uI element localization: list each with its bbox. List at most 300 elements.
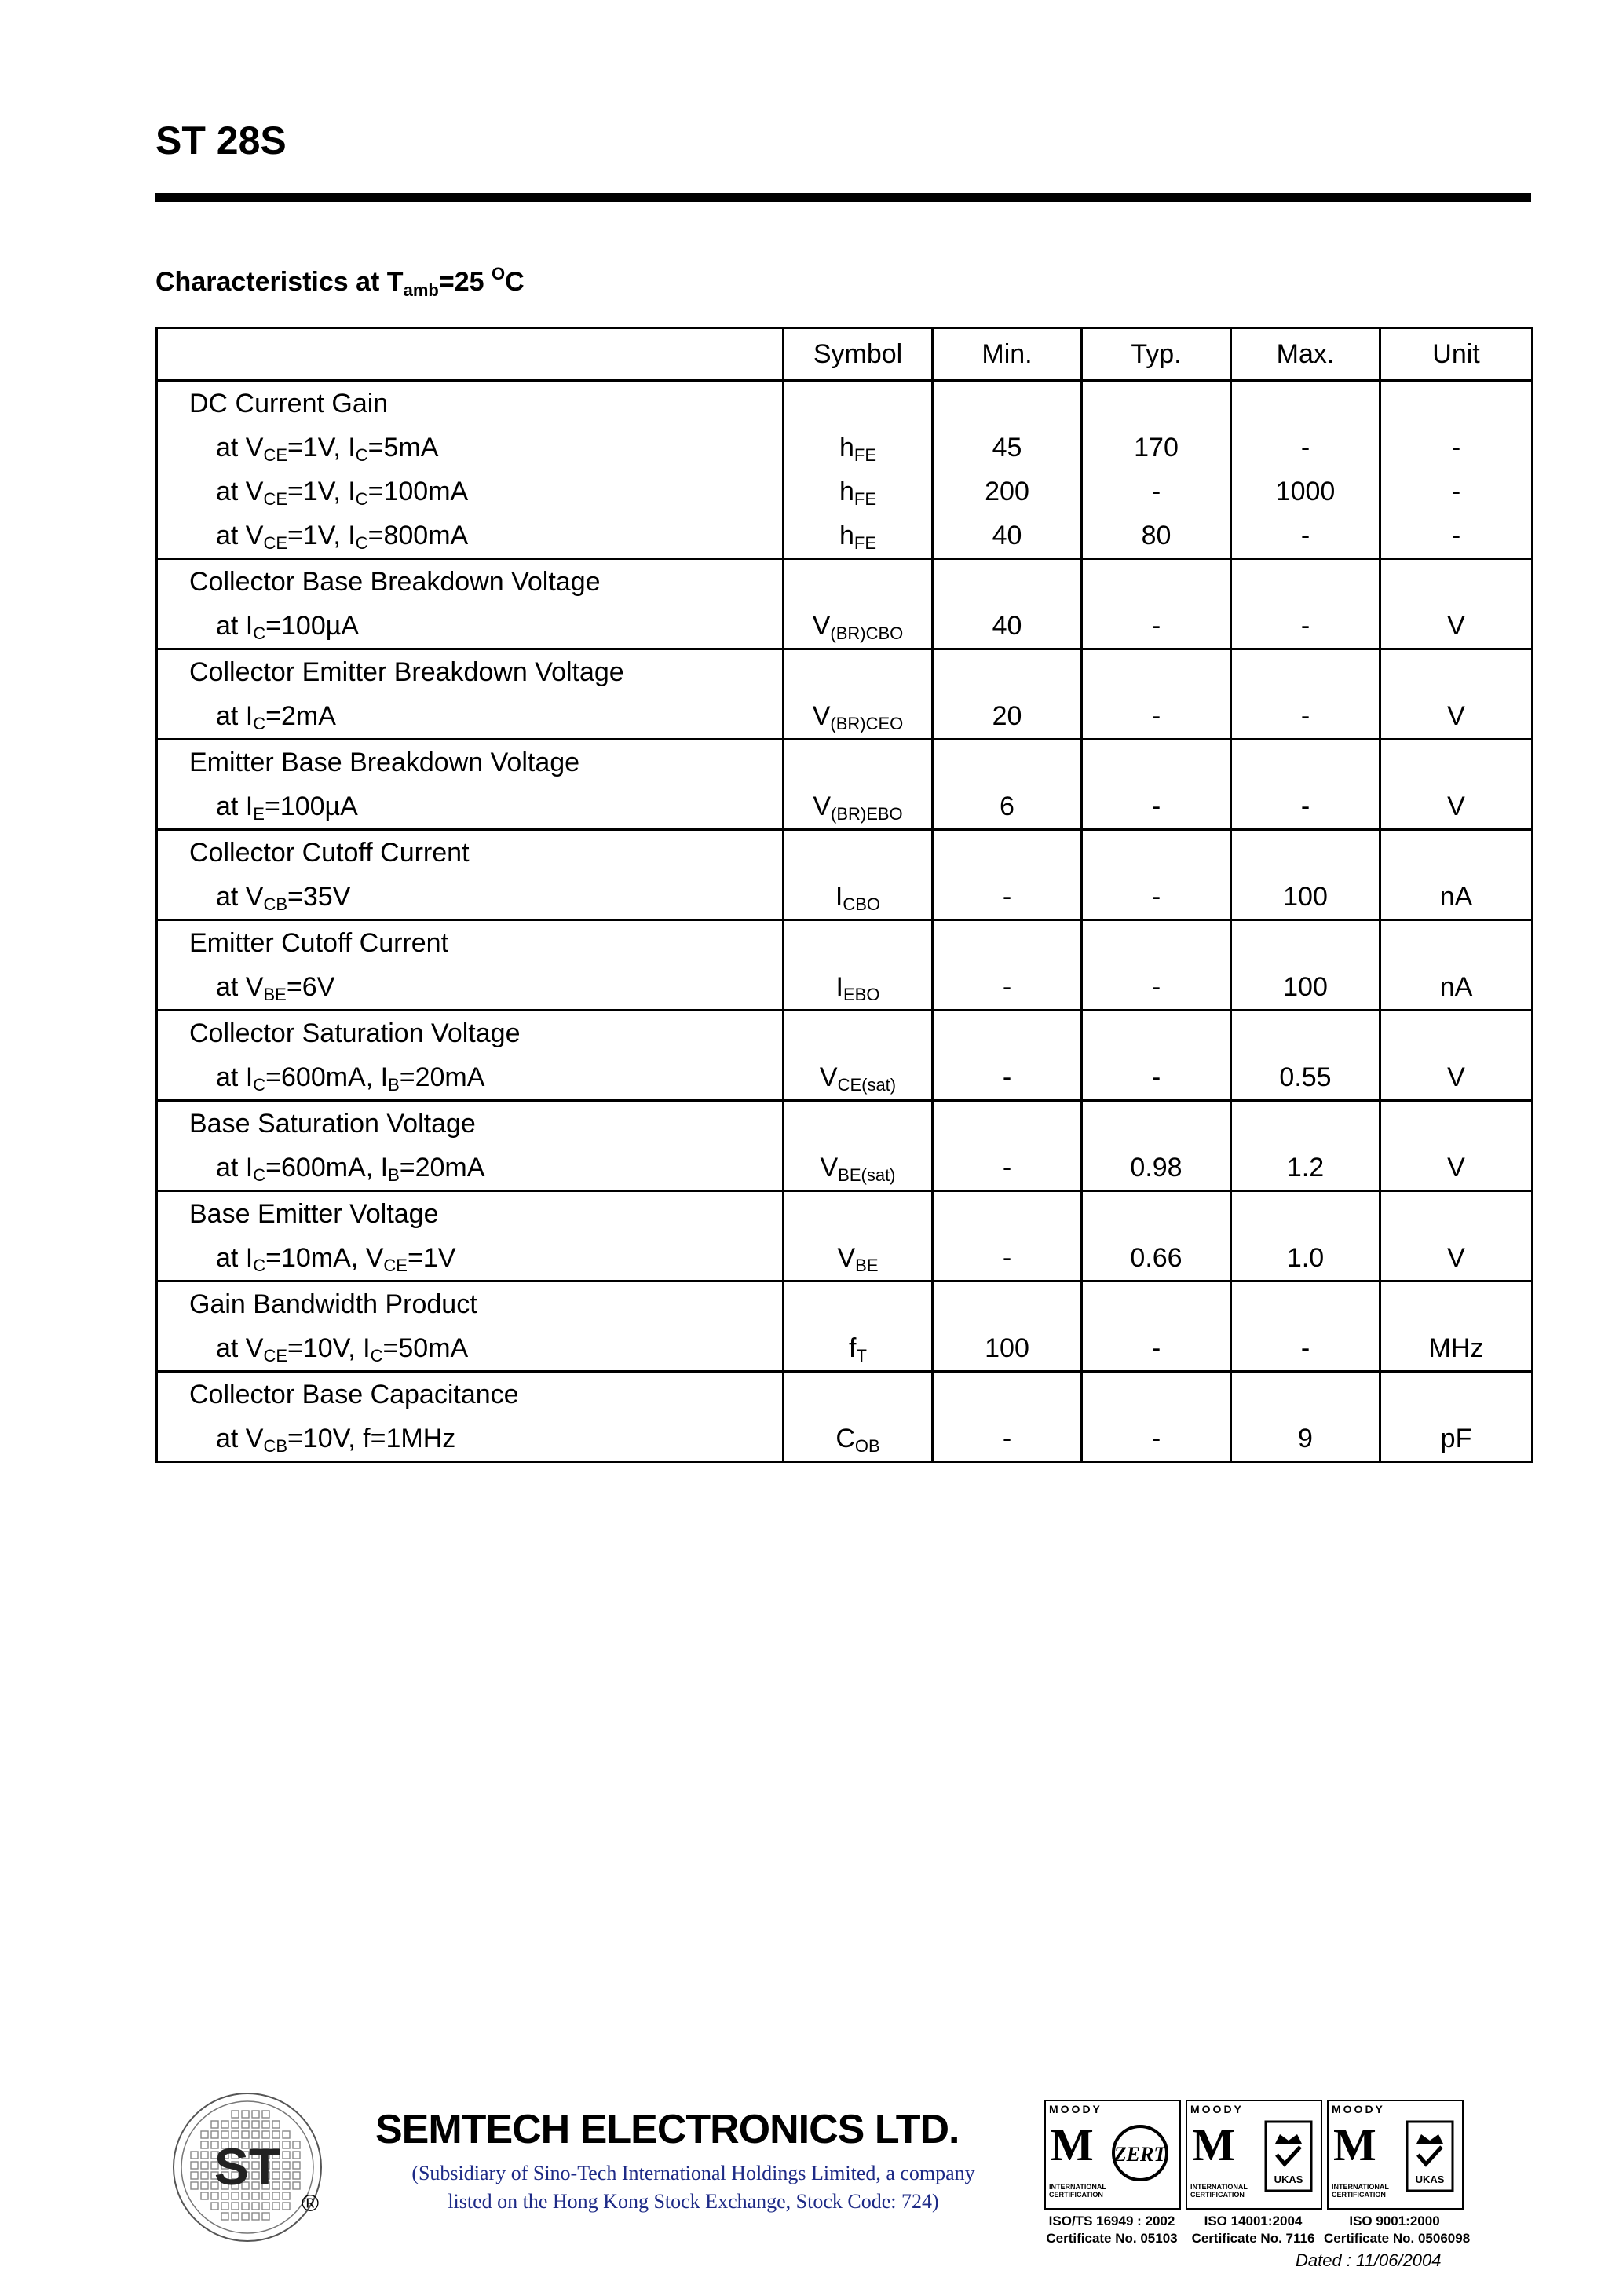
typ-value: - [1151, 882, 1161, 912]
max-value: 100 [1283, 972, 1328, 1002]
moody-mark-icon: M [1192, 2119, 1235, 2170]
text-fragment: V [820, 1153, 839, 1183]
ukas-badge-text: UKAS [1274, 2174, 1303, 2185]
text-fragment: =2mA [265, 701, 336, 731]
typ-value: - [1151, 701, 1161, 731]
text-fragment: =6V [286, 972, 335, 1002]
text-fragment: V [837, 1243, 856, 1273]
max-cell [1231, 740, 1380, 830]
typ-cell [1082, 1191, 1231, 1281]
logo-grid-square [283, 2203, 290, 2210]
max-value: - [1300, 611, 1310, 641]
max-cell [1231, 920, 1380, 1011]
cell-spacer [1083, 1373, 1230, 1417]
cell-spacer [784, 1102, 931, 1146]
test-condition [158, 1326, 782, 1370]
text-fragment: =800mA [367, 521, 469, 550]
text-fragment: =50mA [382, 1333, 469, 1363]
logo-grid-square [293, 2152, 300, 2159]
cert-standard-2: ISO 14001:2004 [1204, 2214, 1303, 2228]
table-row [157, 381, 1533, 559]
text-fragment: h [839, 477, 854, 506]
cell-spacer [1083, 1282, 1230, 1326]
text-fragment: I [835, 882, 843, 912]
subscript: CBO [843, 894, 881, 914]
heading-mid: =25 [438, 267, 492, 297]
text-fragment: at V [216, 433, 264, 462]
logo-grid-square [293, 2182, 300, 2189]
max-value: 1.2 [1286, 1153, 1325, 1183]
cert-number-2: Certificate No. 7116 [1191, 2231, 1315, 2246]
subscript: C [253, 714, 266, 733]
cell-spacer [1381, 1373, 1531, 1417]
symbol-cell [784, 1011, 933, 1101]
logo-grid-square [201, 2162, 208, 2169]
parameter-cell [157, 920, 784, 1011]
cell-spacer [1381, 740, 1531, 784]
logo-grid-square [262, 2121, 269, 2128]
subscript: FE [854, 533, 877, 553]
logo-grid-square [283, 2152, 290, 2159]
max-value: - [1300, 1333, 1310, 1363]
text-fragment: =35V [287, 882, 351, 912]
symbol [784, 426, 931, 470]
cert-brand: MOODY [1190, 2103, 1244, 2115]
logo-grid-square [293, 2162, 300, 2169]
typ-cell [1082, 1281, 1231, 1372]
logo-grid-square [283, 2182, 290, 2189]
text-fragment: at I [216, 792, 254, 821]
parameter-title: Base Emitter Voltage [189, 1199, 439, 1229]
logo-grid-square [201, 2152, 208, 2159]
min-cell [933, 920, 1082, 1011]
logo-grid-square [211, 2121, 218, 2128]
max-cell [1231, 559, 1380, 649]
min-value: - [1002, 972, 1012, 1002]
subscript: BE(sat) [838, 1165, 896, 1185]
min-cell [933, 1101, 1082, 1191]
unit-cell [1380, 1101, 1533, 1191]
parameter-cell [157, 559, 784, 649]
symbol-cell [784, 1372, 933, 1462]
text-fragment: =1V, I [287, 477, 356, 506]
cert-logo-1 [1044, 2100, 1181, 2210]
max-cell [1231, 1191, 1380, 1281]
max-value: 1000 [1275, 477, 1336, 506]
cert-standard-1: ISO/TS 16949 : 2002 [1048, 2214, 1175, 2228]
min-value: - [1002, 1243, 1012, 1273]
moody-mark-icon: M [1333, 2119, 1376, 2170]
text-fragment: f [849, 1333, 857, 1363]
subscript: (BR)CBO [830, 623, 904, 643]
text-fragment: at I [216, 1243, 254, 1273]
dated-text: Dated : 11/06/2004 [1296, 2250, 1442, 2270]
logo-grid-square [252, 2111, 259, 2118]
typ-value: 80 [1141, 521, 1172, 550]
subscript: BE [855, 1256, 879, 1275]
parameter-title: Gain Bandwidth Product [189, 1289, 477, 1319]
subscript: CE [263, 1346, 288, 1366]
cell-spacer [934, 1192, 1080, 1236]
cert-logo-3 [1327, 2100, 1464, 2210]
symbol [784, 965, 931, 1009]
unit-cell [1380, 559, 1533, 649]
subscript: E [253, 804, 265, 824]
typ-cell [1082, 740, 1231, 830]
symbol-cell [784, 920, 933, 1011]
min-value: - [1002, 882, 1012, 912]
typ-cell [1082, 381, 1231, 559]
subscript: CE(sat) [837, 1075, 897, 1095]
cell-spacer [784, 560, 931, 604]
cell-spacer [934, 831, 1080, 875]
subscript: FE [854, 489, 877, 509]
logo-grid-square [262, 2213, 269, 2220]
unit-cell [1380, 1281, 1533, 1372]
logo-grid-square [272, 2203, 280, 2210]
logo-grid-square [283, 2172, 290, 2179]
parameter-cell [157, 1101, 784, 1191]
cell-spacer [934, 650, 1080, 694]
parameter-cell [157, 830, 784, 920]
max-value: 1.0 [1286, 1243, 1325, 1273]
symbol [784, 1146, 931, 1190]
logo-grid-square [242, 2111, 249, 2118]
test-condition [158, 604, 782, 648]
cell-spacer [934, 382, 1080, 426]
symbol [784, 604, 931, 648]
subscript: C [370, 1346, 383, 1366]
unit-value: - [1451, 521, 1461, 550]
header-typ: Typ. [1082, 328, 1231, 381]
text-fragment: =100mA [367, 477, 469, 506]
cert-brand: MOODY [1332, 2103, 1385, 2115]
cell-spacer [784, 650, 931, 694]
cert-brand: MOODY [1049, 2103, 1102, 2115]
text-fragment: C [835, 1424, 855, 1453]
unit-cell [1380, 920, 1533, 1011]
logo-letters: ST [214, 2137, 281, 2195]
parameter-cell [157, 1191, 784, 1281]
logo-grid-square [232, 2203, 239, 2210]
cell-spacer [1232, 921, 1379, 965]
subscript: C [355, 489, 368, 509]
min-value: 20 [992, 701, 1022, 731]
unit-value: V [1447, 1062, 1465, 1092]
test-condition [158, 1146, 782, 1190]
logo-grid-square [232, 2111, 239, 2118]
logo-grid-square [191, 2182, 198, 2189]
heading-subscript: amb [403, 280, 439, 300]
max-cell [1231, 1372, 1380, 1462]
table-row [157, 740, 1533, 830]
unit-value: nA [1439, 972, 1473, 1002]
text-fragment: =5mA [367, 433, 439, 462]
table-header-row [157, 328, 1533, 381]
cell-spacer [1232, 382, 1379, 426]
symbol [784, 1236, 931, 1280]
text-fragment: at V [216, 521, 264, 550]
parameter-cell [157, 1011, 784, 1101]
subscript: CE [263, 445, 288, 465]
cell-spacer [1083, 382, 1230, 426]
cell-spacer [1232, 1011, 1379, 1055]
cell-spacer [1381, 831, 1531, 875]
symbol-cell [784, 1281, 933, 1372]
typ-cell [1082, 559, 1231, 649]
text-fragment: =10V, I [287, 1333, 371, 1363]
parameter-cell [157, 740, 784, 830]
typ-cell [1082, 1011, 1231, 1101]
max-cell [1231, 381, 1380, 559]
logo-grid-square [283, 2192, 290, 2199]
parameter-title: Collector Base Breakdown Voltage [189, 567, 601, 597]
cell-spacer [1232, 740, 1379, 784]
cert-intl: INTERNATIONAL CERTIFICATION [1332, 2183, 1389, 2199]
heading-suffix: C [505, 267, 525, 297]
cell-spacer [934, 1282, 1080, 1326]
subscript: C [253, 1256, 266, 1275]
cert-caption-3 [1324, 2213, 1471, 2247]
subscript: B [388, 1165, 400, 1185]
header-symbol: Symbol [784, 328, 933, 381]
cell-spacer [1083, 831, 1230, 875]
symbol-cell [784, 740, 933, 830]
text-fragment: at V [216, 972, 264, 1002]
text-fragment: =10mA, V [265, 1243, 384, 1273]
symbol [784, 1055, 931, 1099]
logo-grid-square [211, 2203, 218, 2210]
table-row [157, 1191, 1533, 1281]
typ-value: - [1151, 792, 1161, 821]
subscript: C [253, 1075, 266, 1095]
cell-spacer [1083, 1102, 1230, 1146]
cell-spacer [1232, 831, 1379, 875]
min-value: 40 [992, 611, 1022, 641]
heading-superscript: O [491, 264, 506, 283]
characteristics-table [155, 327, 1533, 1463]
cell-spacer [1232, 650, 1379, 694]
table-row [157, 920, 1533, 1011]
min-value: 200 [985, 477, 1029, 506]
title-rule [155, 193, 1531, 202]
text-fragment: at I [216, 1153, 254, 1183]
subscript: BE [263, 985, 287, 1004]
typ-value: - [1151, 972, 1161, 1002]
cell-spacer [784, 831, 931, 875]
cell-spacer [1083, 650, 1230, 694]
text-fragment: =600mA, I [265, 1062, 389, 1092]
subscript: T [856, 1346, 867, 1366]
cert-standard-3: ISO 9001:2000 [1349, 2214, 1440, 2228]
text-fragment: at I [216, 701, 254, 731]
min-cell [933, 740, 1082, 830]
cert-number-3: Certificate No. 0506098 [1324, 2231, 1471, 2246]
typ-value: 170 [1134, 433, 1179, 462]
header-min: Min. [933, 328, 1082, 381]
unit-value: V [1447, 1243, 1465, 1273]
logo-grid-square [283, 2162, 290, 2169]
unit-cell [1380, 1372, 1533, 1462]
cell-spacer [1232, 1192, 1379, 1236]
text-fragment: V [812, 701, 831, 731]
subsidiary-line-2: listed on the Hong Kong Stock Exchange, Stock Code: 724) [448, 2190, 939, 2213]
symbol-cell [784, 830, 933, 920]
min-cell [933, 1011, 1082, 1101]
max-value: 0.55 [1279, 1062, 1332, 1092]
logo-grid-square [191, 2162, 198, 2169]
table-row [157, 1101, 1533, 1191]
symbol-cell [784, 649, 933, 740]
heading-prefix: Characteristics at T [155, 267, 404, 297]
unit-value: MHz [1428, 1333, 1484, 1363]
cell-spacer [934, 1102, 1080, 1146]
symbol [784, 1326, 931, 1370]
cell-spacer [1381, 1192, 1531, 1236]
text-fragment: =1V [407, 1243, 456, 1273]
min-cell [933, 830, 1082, 920]
subscript: OB [854, 1436, 880, 1456]
table-row [157, 1281, 1533, 1372]
logo-grid-square [242, 2121, 249, 2128]
max-value: 100 [1283, 882, 1328, 912]
unit-value: V [1447, 1153, 1465, 1183]
min-value: - [1002, 1153, 1012, 1183]
unit-cell [1380, 1191, 1533, 1281]
cell-spacer [1381, 382, 1531, 426]
typ-value: 0.66 [1130, 1243, 1183, 1273]
unit-cell [1380, 649, 1533, 740]
text-fragment: =1V, I [287, 433, 356, 462]
company-name: SEMTECH ELECTRONICS LTD. [375, 2107, 960, 2152]
cell-spacer [1381, 1102, 1531, 1146]
max-cell [1231, 1011, 1380, 1101]
unit-value: V [1447, 792, 1465, 821]
cell-spacer [934, 1011, 1080, 1055]
min-cell [933, 1281, 1082, 1372]
min-cell [933, 649, 1082, 740]
parameter-title: DC Current Gain [189, 389, 389, 419]
logo-grid-square [221, 2203, 228, 2210]
cell-spacer [784, 740, 931, 784]
min-value: 45 [992, 433, 1022, 462]
parameter-title: Collector Saturation Voltage [189, 1018, 521, 1048]
logo-grid-square [191, 2152, 198, 2159]
unit-value: V [1447, 701, 1465, 731]
subscript: CE [263, 533, 288, 553]
cell-spacer [784, 382, 931, 426]
symbol-cell [784, 559, 933, 649]
logo-grid-square [293, 2141, 300, 2148]
test-condition [158, 1236, 782, 1280]
company-subsidiary [375, 2159, 1011, 2216]
subscript: C [253, 623, 266, 643]
cert-logo-2 [1186, 2100, 1322, 2210]
cell-spacer [1083, 560, 1230, 604]
parameter-title: Collector Base Capacitance [189, 1380, 519, 1409]
symbol [784, 694, 931, 738]
logo-grid-square [221, 2121, 228, 2128]
cell-spacer [784, 1192, 931, 1236]
test-condition [158, 875, 782, 919]
unit-value: nA [1439, 882, 1473, 912]
text-fragment: at I [216, 611, 254, 641]
symbol [784, 514, 931, 558]
logo-grid-square [293, 2172, 300, 2179]
cell-spacer [1381, 1282, 1531, 1326]
cell-spacer [784, 921, 931, 965]
logo-grid-square [201, 2172, 208, 2179]
logo-grid-square [201, 2192, 208, 2199]
subscript: B [388, 1075, 400, 1095]
unit-value: pF [1440, 1424, 1472, 1453]
parameter-title: Collector Cutoff Current [189, 838, 470, 868]
table-row [157, 559, 1533, 649]
cell-spacer [1232, 1373, 1379, 1417]
parameter-title: Emitter Base Breakdown Voltage [189, 748, 580, 777]
min-cell [933, 381, 1082, 559]
typ-value: 0.98 [1130, 1153, 1183, 1183]
typ-value: - [1151, 611, 1161, 641]
cell-spacer [784, 1282, 931, 1326]
logo-grid-square [252, 2203, 259, 2210]
logo-grid-square [232, 2213, 239, 2220]
max-value: - [1300, 433, 1310, 462]
max-cell [1231, 1101, 1380, 1191]
test-condition [158, 470, 782, 514]
typ-value: - [1151, 477, 1161, 506]
company-logo [169, 2089, 326, 2246]
cell-spacer [1232, 1102, 1379, 1146]
subsidiary-line-1: (Subsidiary of Sino-Tech International Holdings Limited, a company [411, 2162, 975, 2184]
parameter-title: Emitter Cutoff Current [189, 928, 449, 958]
subscript: EBO [843, 985, 880, 1004]
cell-spacer [784, 1011, 931, 1055]
max-cell [1231, 830, 1380, 920]
table-row [157, 1372, 1533, 1462]
logo-grid-square [272, 2121, 280, 2128]
cert-caption-1 [1041, 2213, 1183, 2247]
unit-cell [1380, 830, 1533, 920]
typ-cell [1082, 920, 1231, 1011]
text-fragment: h [839, 521, 854, 550]
test-condition [158, 514, 782, 558]
parameter-title: Base Saturation Voltage [189, 1109, 476, 1139]
test-condition [158, 1417, 782, 1461]
test-condition [158, 784, 782, 828]
parameter-title: Collector Emitter Breakdown Voltage [189, 657, 624, 687]
cell-spacer [1232, 1282, 1379, 1326]
symbol [784, 1417, 931, 1461]
section-heading [155, 264, 525, 301]
typ-cell [1082, 830, 1231, 920]
max-value: - [1300, 521, 1310, 550]
cell-spacer [934, 560, 1080, 604]
cell-spacer [1232, 560, 1379, 604]
cert-caption-2 [1183, 2213, 1324, 2247]
symbol-cell [784, 1101, 933, 1191]
text-fragment: =20mA [399, 1062, 485, 1092]
test-condition [158, 965, 782, 1009]
typ-cell [1082, 649, 1231, 740]
unit-value: V [1447, 611, 1465, 641]
typ-value: - [1151, 1424, 1161, 1453]
text-fragment: h [839, 433, 854, 462]
test-condition [158, 694, 782, 738]
typ-cell [1082, 1372, 1231, 1462]
max-cell [1231, 649, 1380, 740]
symbol [784, 784, 931, 828]
